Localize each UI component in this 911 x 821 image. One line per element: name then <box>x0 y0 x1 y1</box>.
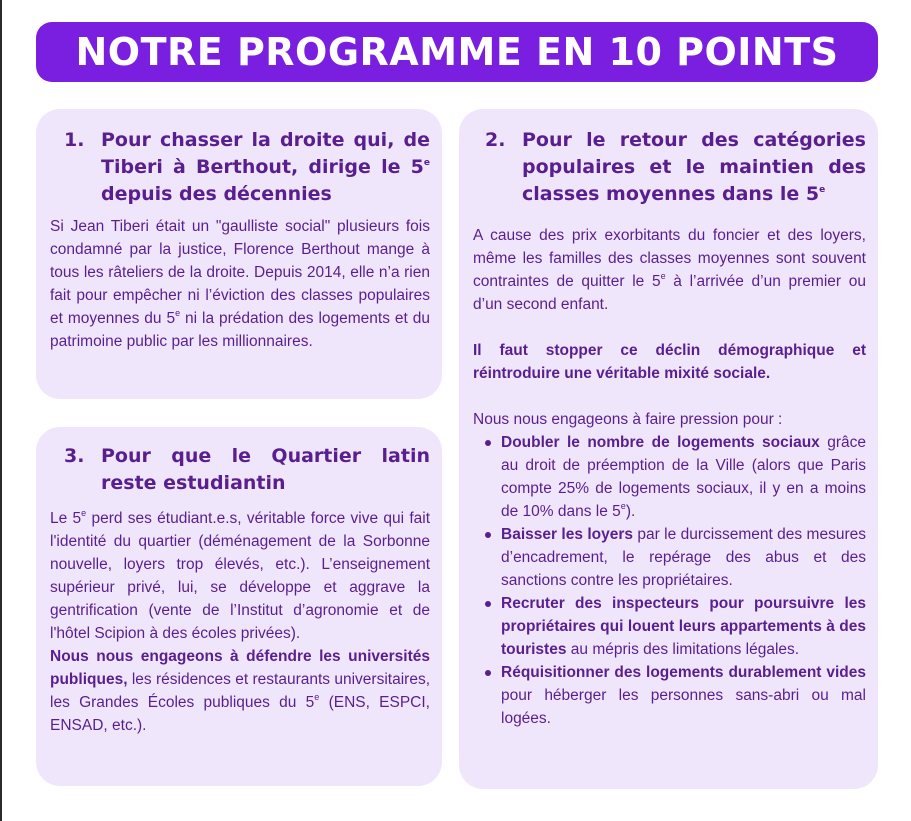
point-2-number: 2. <box>485 129 506 151</box>
point-1-title: 1. Pour chasser la droite qui, de Tiberi à Berthout, dirige le 5e depuis des décennies <box>50 127 430 208</box>
bullet-dot-icon <box>485 601 491 607</box>
point-3-title: 3. Pour que le Quartier latin reste estudiantin <box>50 443 430 497</box>
bullet-dot-icon <box>485 532 491 538</box>
point-3-number: 3. <box>64 445 85 467</box>
bullet-item-4: Réquisitionner des logements durablement vides pour héberger les personnes sans-abri ou mal logées. <box>473 661 866 730</box>
page-left-border <box>0 0 2 821</box>
point-2-paragraph-3: Nous nous engageons à faire pression pour : <box>473 411 783 428</box>
point-2-paragraph-2: Il faut stopper ce déclin démographique et réintroduire une véritable mixité sociale. <box>473 342 866 382</box>
point-2-paragraph-1: A cause des prix exorbitants du foncier et des loyers, même les familles des classes moyennes sont souvent contraintes de quitter le 5e à l’arrivée d’un premier ou d’un second enfant. <box>473 227 866 313</box>
point-2-body <box>473 224 866 730</box>
point-2-card <box>459 109 878 789</box>
bullet-dot-icon <box>485 670 491 676</box>
point-3-paragraph-1: Le 5e perd ses étudiant.e.s, véritable force vive qui fait l'identité du quartier (déménagement de la Sorbonne nouvelle, loyers trop élevés, etc.). L’enseignement supérieur privé, lui, se développe et aggrave la gentrification (vente de l’Institut d’agronomie et de l'hôtel Scipion à des écoles privées). <box>50 507 431 642</box>
point-1-body <box>50 215 430 353</box>
bullet-item-2: Baisser les loyers par le durcissement des mesures d’encadrement, le repérage des abus et des sanctions contre les propriétaires. <box>473 523 866 592</box>
bullet-dot-icon <box>485 440 491 446</box>
point-2-bullet-list <box>473 431 866 730</box>
point-3-card <box>36 427 442 786</box>
page-title: NOTRE PROGRAMME EN 10 POINTS <box>75 30 839 74</box>
point-1-card <box>36 109 442 399</box>
bullet-item-1: Doubler le nombre de logements sociaux grâce au droit de préemption de la Ville (alors que Paris compte 25% de logements sociaux, il y en a moins de 10% dans le 5e). <box>473 431 866 523</box>
point-3-paragraph-2: Nous nous engageons à défendre les universités publiques, les résidences et restaurants universitaires, les Grandes Écoles publiques du 5e (ENS, ESPCI, ENSAD, etc.). <box>50 648 430 734</box>
point-2-title: 2. Pour le retour des catégories populaires et le maintien des classes moyennes dans le 5e <box>473 127 866 208</box>
point-3-body <box>50 507 430 737</box>
bullet-item-3: Recruter des inspecteurs pour poursuivre les propriétaires qui louent leurs appartements à des touristes au mépris des limitations légales. <box>473 592 866 661</box>
point-1-paragraph: Si Jean Tiberi était un "gaulliste social" plusieurs fois condamné par la justice, Florence Berthout mange à tous les râteliers de la droite. Depuis 2014, elle n’a rien fait pour empêcher ni l’éviction des classes populaires et moyennes du 5e ni la prédation des logements et du patrimoine public par les millionnaires. <box>50 218 430 350</box>
title-banner <box>36 22 878 82</box>
point-1-number: 1. <box>64 129 85 151</box>
